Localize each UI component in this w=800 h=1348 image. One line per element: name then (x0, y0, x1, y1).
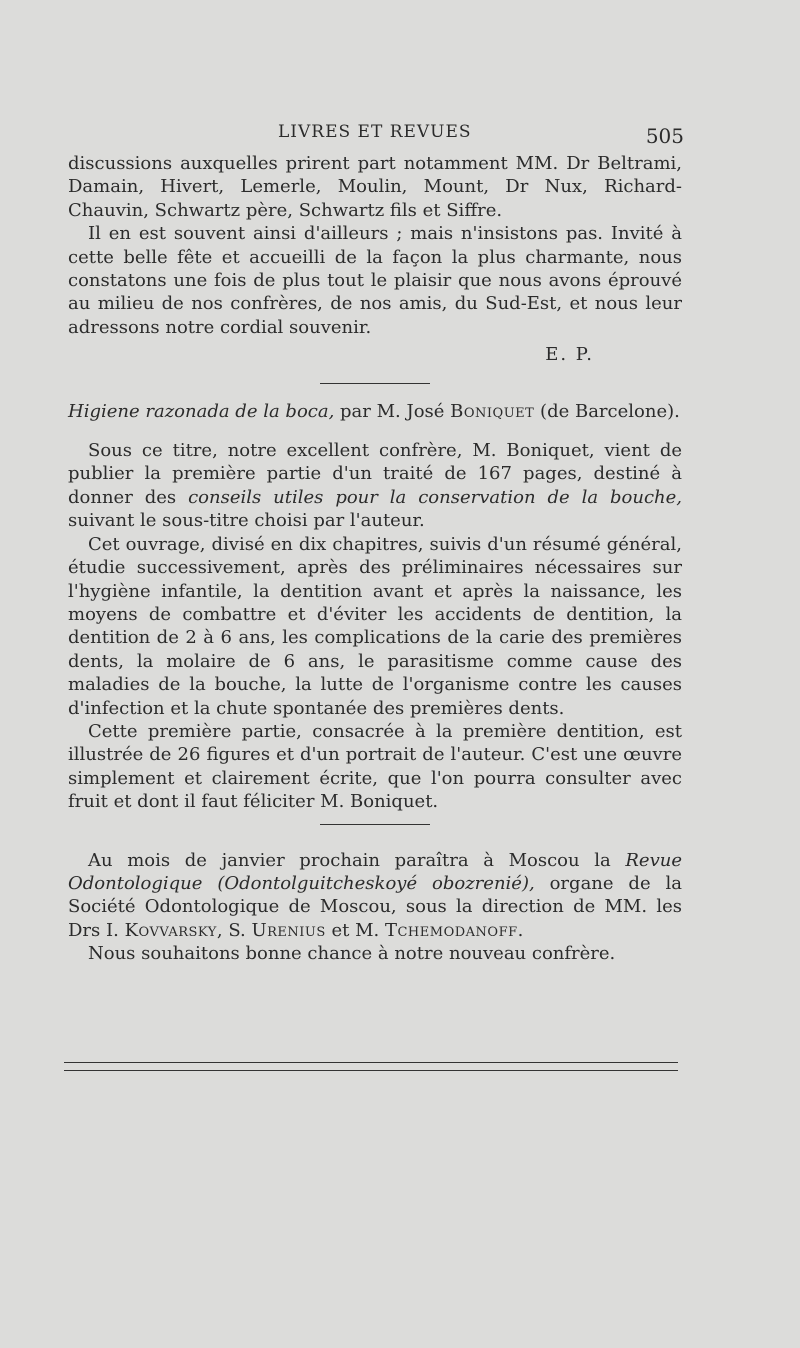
news-text-a: Au mois de janvier prochain paraîtra à Moscou la (88, 849, 626, 871)
review-heading (68, 400, 682, 423)
page-body (68, 152, 682, 966)
paragraph-review-intro (68, 439, 682, 533)
review-subtitle: conseils utiles pour la conservation de la bouche, (188, 486, 682, 508)
paragraph-news (68, 849, 682, 943)
paragraph-wishes: Nous souhaitons bonne chance à notre nouveau confrère. (88, 943, 616, 965)
running-title: LIVRES ET REVUES (278, 122, 472, 142)
section-divider (320, 824, 430, 825)
journal-title: Revue Odontologique (Odontolguitcheskoyé obozrenié), (68, 849, 682, 894)
review-by: par M. José (334, 400, 451, 422)
paragraph-invitation: Il en est souvent ainsi d'ailleurs ; mais n'insistons pas. Invité à cette belle fête et accueilli de la façon la plus charmante, nous constatons une fois de plus tout le plaisir que nous avons éprouvé au milieu de nos confrères, de nos amis, du Sud-Est, et nous leur adressons notre cordial souvenir. (68, 223, 682, 338)
paragraph-discussions: discussions auxquelles prirent part notamment MM. Dr Beltrami, Damain, Hivert, Lemerle, Moulin, Mount, Dr Nux, Richard-Chauvin, Schwartz père, Schwartz fils et Siffre. (68, 153, 682, 221)
review-book-title: Higiene razonada de la boca, (68, 400, 335, 422)
editor-name: Kovvarsky (124, 919, 217, 941)
news-separator: et M. (325, 919, 385, 941)
news-end: . (517, 919, 524, 941)
end-double-rule (64, 1062, 678, 1071)
editor-name: Urenius (251, 919, 326, 941)
review-intro-text-b: suivant le sous-titre choisi par l'auteur. (68, 510, 425, 532)
signature: E. P. (545, 344, 594, 366)
review-intro-text-a: Sous ce titre, notre excellent confrère, M. Boniquet, vient de publier la première partie d'un traité de 167 pages, destiné à donner des (68, 440, 682, 508)
review-author: Boniquet (450, 400, 535, 422)
news-text-b: organe de la Société Odontologique de Moscou, sous la direction de MM. les Drs I. (68, 872, 682, 941)
editor-name: Tchemodanoff (384, 919, 518, 941)
news-separator: , S. (216, 919, 252, 941)
paragraph-review-contents: Cet ouvrage, divisé en dix chapitres, suivis d'un résumé général, étudie successivement, après des préliminaires nécessaires sur l'hygiène infantile, la dentition avant et après la naissance, les moyens de combattre et d'éviter les accidents de dentition, la dentition de 2 à 6 ans, les complications de la carie des premières dents, la molaire de 6 ans, le parasitisme comme cause des maladies de la bouche, la lutte de l'organisme contre les causes d'infection et la chute spontanée des premières dents. (68, 533, 682, 719)
review-origin: (de Barcelone). (534, 400, 680, 422)
paragraph-review-conclusion: Cette première partie, consacrée à la première dentition, est illustrée de 26 figures et d'un portrait de l'auteur. C'est une œuvre simplement et clairement écrite, que l'on pourra consulter avec fruit et dont il faut féliciter M. Boniquet. (68, 720, 682, 813)
page-header (68, 122, 684, 152)
page-number: 505 (645, 124, 684, 148)
section-divider (320, 383, 430, 384)
